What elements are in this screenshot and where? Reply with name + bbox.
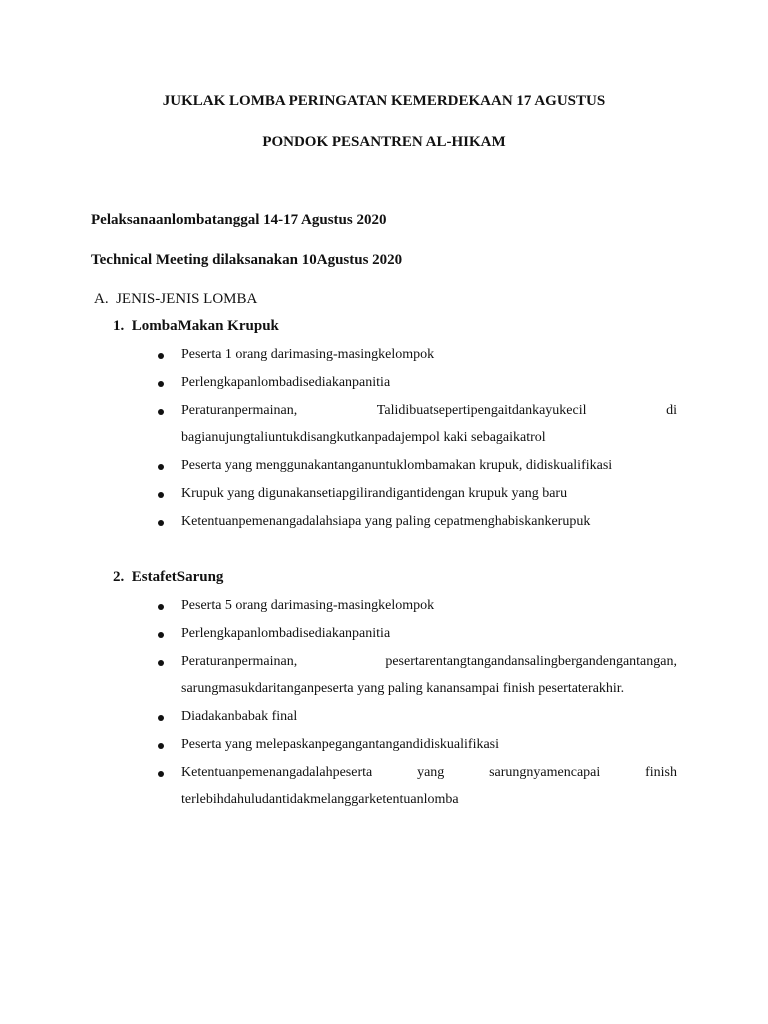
- lomba-1-heading: [113, 318, 279, 335]
- bullet-icon: [158, 409, 164, 415]
- bullet-text-line2: bagianujungtaliuntukdisangkutkanpadajempol kaki sebagaikatrol: [181, 430, 546, 445]
- bullet-text: Peserta 1 orang darimasing-masingkelompok: [181, 347, 435, 362]
- lomba-2-number: 2.: [113, 569, 125, 585]
- bullet-text: Peserta 5 orang darimasing-masingkelompok: [181, 598, 435, 613]
- lomba-1-number: 1.: [113, 318, 125, 334]
- bullet-text: Diadakanbabak final: [181, 709, 298, 724]
- bullet-text: Ketentuanpemenangadalahsiapa yang paling cepatmenghabiskankerupuk: [181, 514, 591, 529]
- pelaksanaan-line: Pelaksanaanlombatanggal 14-17 Agustus 2020: [91, 212, 387, 228]
- bullet-icon: [158, 660, 164, 666]
- section-a-heading: [94, 291, 257, 308]
- bullet-word: Peraturanpermainan,: [181, 654, 298, 669]
- bullet-icon: [158, 381, 164, 387]
- bullet-text: Krupuk yang digunakansetiapgilirandigantidengan krupuk yang baru: [181, 486, 568, 501]
- bullet-word: Peraturanpermainan,: [181, 403, 298, 418]
- bullet-icon: [158, 771, 164, 777]
- technical-meeting-line: Technical Meeting dilaksanakan 10Agustus 2020: [91, 252, 403, 268]
- bullet-word: sarungnyamencapai: [489, 765, 601, 780]
- bullet-word: Ketentuanpemenangadalahpeserta: [181, 765, 373, 780]
- bullet-icon: [158, 632, 164, 638]
- bullet-icon: [158, 743, 164, 749]
- bullet-icon: [158, 715, 164, 721]
- bullet-icon: [158, 492, 164, 498]
- bullet-text-line2: sarungmasukdaritanganpeserta yang paling kanansampai finish pesertaterakhir.: [181, 681, 625, 696]
- bullet-word: yang: [417, 765, 445, 780]
- document-title: JUKLAK LOMBA PERINGATAN KEMERDEKAAN 17 AGUSTUS: [162, 93, 606, 109]
- bullet-icon: [158, 604, 164, 610]
- bullet-icon: [158, 520, 164, 526]
- bullet-icon: [158, 353, 164, 359]
- section-a-marker: A.: [94, 291, 109, 307]
- bullet-word: finish: [645, 765, 677, 780]
- bullet-text-line1: [181, 654, 677, 670]
- bullet-text-line1: [181, 403, 677, 419]
- bullet-icon: [158, 464, 164, 470]
- bullet-word: pesertarentangtangandansalingbergandengantangan,: [385, 654, 677, 669]
- bullet-text: Perlengkapanlombadisediakanpanitia: [181, 375, 391, 390]
- bullet-word: di: [666, 403, 677, 418]
- bullet-text: Peserta yang melepaskanpegangantangandidiskualifikasi: [181, 737, 500, 752]
- bullet-word: Talidibuatsepertipengaitdankayukecil: [376, 403, 587, 418]
- lomba-1-title: LombaMakan Krupuk: [131, 318, 279, 334]
- bullet-text-line1: [181, 765, 677, 781]
- lomba-2-heading: [113, 569, 223, 586]
- lomba-2-title: EstafetSarung: [131, 569, 224, 585]
- bullet-text: Perlengkapanlombadisediakanpanitia: [181, 626, 391, 641]
- section-a-title: JENIS-JENIS LOMBA: [116, 291, 258, 307]
- bullet-text-line2: terlebihdahuludantidakmelanggarketentuanlomba: [181, 792, 459, 807]
- document-subtitle: PONDOK PESANTREN AL-HIKAM: [262, 134, 506, 150]
- bullet-text: Peserta yang menggunakantanganuntuklombamakan krupuk, didiskualifikasi: [181, 458, 613, 473]
